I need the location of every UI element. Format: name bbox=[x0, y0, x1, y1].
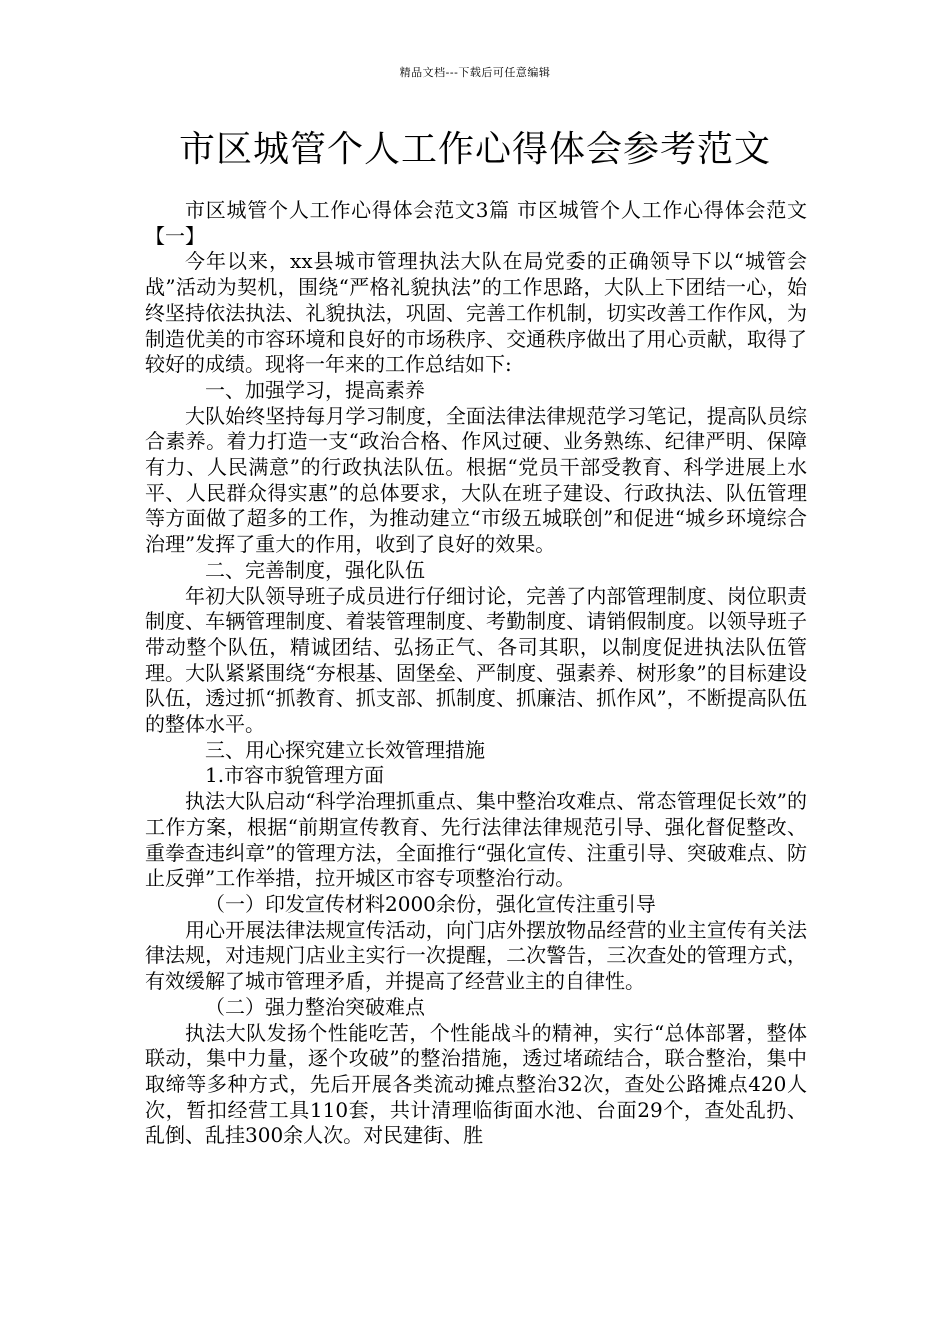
body-paragraph: 执法大队启动“科学治理抓重点、集中整治攻难点、常态管理促长效”的工作方案，根据“前期宣传教育、先行法律法律规范引导、强化督促整改、重拳查违纠章”的管理方法，全面推行“强化宣传、注重引导、突破难点、防止反弹”工作举措，拉开城区市容专项整治行动。 bbox=[145, 789, 807, 891]
section-heading: 二、完善制度，强化队伍 bbox=[205, 557, 425, 582]
header-note: 精品文档---下载后可任意编辑 bbox=[399, 66, 551, 79]
intro-paragraph: 市区城管个人工作心得体会范文3篇 市区城管个人工作心得体会范文【一】 bbox=[145, 198, 807, 248]
section-heading: 三、用心探究建立长效管理措施 bbox=[205, 737, 485, 762]
body-paragraph: 执法大队发扬个性能吃苦，个性能战斗的精神，实行“总体部署，整体联动，集中力量，逐个攻破”的整治措施，透过堵疏结合，联合整治，集中取缔等多种方式，先后开展各类流动摊点整治32次，查处公路摊点420人次，暂扣经营工具110套，共计清理临街面水池、台面29个，查处乱扔、乱倒、乱挂300余人次。对民建街、胜 bbox=[145, 1020, 807, 1148]
subsection-heading: （二）强力整治突破难点 bbox=[205, 994, 425, 1019]
subsection-heading: （一）印发宣传材料2000余份，强化宣传注重引导 bbox=[205, 891, 656, 916]
document-body bbox=[145, 198, 807, 1149]
section-heading: 一、加强学习，提高素养 bbox=[205, 377, 425, 402]
body-paragraph: 今年以来，xx县城市管理执法大队在局党委的正确领导下以“城管会战”活动为契机，围绕“严格礼貌执法”的工作思路，大队上下团结一心，始终坚持依法执法、礼貌执法，巩固、完善工作机制，切实改善工作作风，为制造优美的市容环境和良好的市场秩序、交通秩序做出了用心贡献，取得了较好的成绩。现将一年来的工作总结如下: bbox=[145, 249, 807, 377]
document-title: 市区城管个人工作心得体会参考范文 bbox=[178, 129, 771, 170]
body-paragraph: 大队始终坚持每月学习制度，全面法律法律规范学习笔记，提高队员综合素养。着力打造一支“政治合格、作风过硬、业务熟练、纪律严明、保障有力、人民满意”的行政执法队伍。根据“党员干部受教育、科学进展上水平、人民群众得实惠”的总体要求，大队在班子建设、行政执法、队伍管理等方面做了超多的工作，为推动建立“市级五城联创”和促进“城乡环境综合治理”发挥了重大的作用，收到了良好的效果。 bbox=[145, 403, 807, 557]
body-paragraph: 年初大队领导班子成员进行仔细讨论，完善了内部管理制度、岗位职责制度、车辆管理制度、着装管理制度、考勤制度、请销假制度。以领导班子带动整个队伍，精诚团结、弘扬正气、各司其职，以制度促进执法队伍管理。大队紧紧围绕“夯根基、固堡垒、严制度、强素养、树形象”的目标建设队伍，透过抓“抓教育、抓支部、抓制度、抓廉洁、抓作风”，不断提高队伍的整体水平。 bbox=[145, 583, 807, 737]
subsection-heading: 1.市容市貌管理方面 bbox=[205, 763, 385, 788]
body-paragraph: 用心开展法律法规宣传活动，向门店外摆放物品经营的业主宣传有关法律法规，对违规门店业主实行一次提醒，二次警告，三次查处的管理方式，有效缓解了城市管理矛盾，并提高了经营业主的自律性。 bbox=[145, 917, 807, 994]
